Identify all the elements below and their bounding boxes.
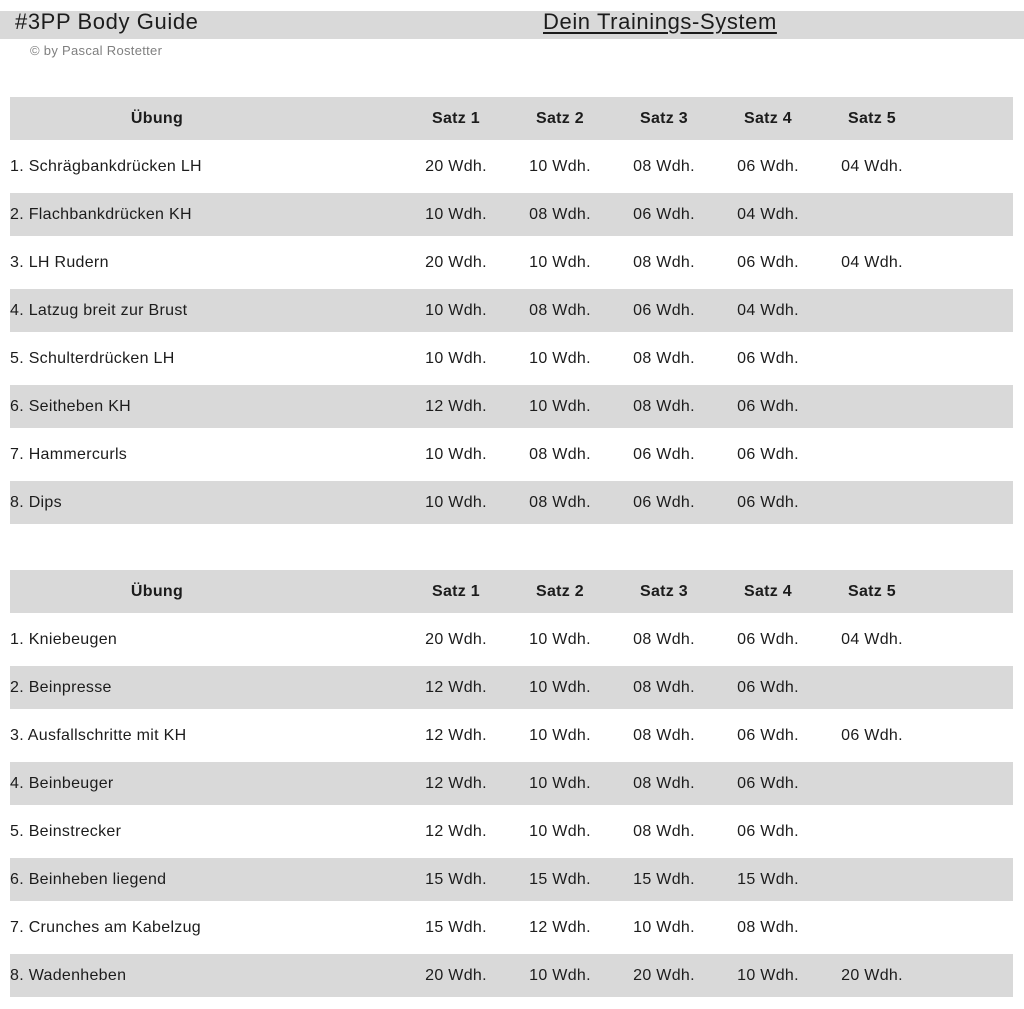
set-value-cell: 06 Wdh. (737, 493, 799, 511)
set-value-cell: 08 Wdh. (633, 397, 695, 415)
set-value-cell: 06 Wdh. (737, 726, 799, 744)
set-value-cell: 06 Wdh. (737, 349, 799, 367)
set-value-cell: 04 Wdh. (737, 301, 799, 319)
spacer-cell (924, 97, 1013, 140)
set-value-cell (820, 810, 924, 853)
set-value-cell: 20 Wdh. (425, 630, 487, 648)
set-value-cell: 08 Wdh. (633, 822, 695, 840)
set-value-cell: 10 Wdh. (425, 301, 487, 319)
set-value-cell: 08 Wdh. (633, 157, 695, 175)
table-row (10, 145, 1013, 188)
set-value-cell: 06 Wdh. (737, 774, 799, 792)
set-value-cell (820, 385, 924, 428)
table-header-row (10, 570, 1013, 613)
set-value-cell: 08 Wdh. (529, 205, 591, 223)
spacer-cell (924, 433, 1013, 476)
set-value-cell: 04 Wdh. (841, 253, 903, 271)
set-value-cell: 10 Wdh. (737, 966, 799, 984)
exercise-name-cell: 6. Beinheben liegend (10, 870, 167, 888)
set-value-cell: 12 Wdh. (425, 678, 487, 696)
spacer-cell (304, 858, 404, 901)
spacer-cell (304, 97, 404, 140)
set-value-cell: 04 Wdh. (737, 205, 799, 223)
brand-title: #3PP Body Guide (15, 9, 199, 34)
set-value-cell: 06 Wdh. (737, 253, 799, 271)
spacer-cell (924, 618, 1013, 661)
table-row (10, 241, 1013, 284)
set-value-cell: 10 Wdh. (529, 678, 591, 696)
set-value-cell: 20 Wdh. (841, 966, 903, 984)
column-header-satz-4: Satz 4 (743, 109, 793, 127)
exercise-name-cell: 7. Crunches am Kabelzug (10, 918, 202, 936)
column-header-satz-1: Satz 1 (431, 109, 481, 127)
spacer-cell (924, 954, 1013, 997)
spacer-cell (924, 193, 1013, 236)
set-value-cell: 12 Wdh. (425, 822, 487, 840)
top-band (0, 11, 1024, 39)
set-value-cell: 04 Wdh. (841, 157, 903, 175)
exercise-name-cell: 5. Beinstrecker (10, 822, 122, 840)
exercise-name-cell: 3. LH Rudern (10, 253, 109, 271)
table-row (10, 289, 1013, 332)
spacer-cell (924, 906, 1013, 949)
set-value-cell: 06 Wdh. (737, 822, 799, 840)
column-header-satz-1: Satz 1 (431, 582, 481, 600)
spacer-cell (304, 337, 404, 380)
table-row (10, 433, 1013, 476)
set-value-cell: 10 Wdh. (529, 822, 591, 840)
set-value-cell: 08 Wdh. (529, 445, 591, 463)
set-value-cell: 06 Wdh. (633, 205, 695, 223)
spacer-cell (924, 810, 1013, 853)
set-value-cell: 15 Wdh. (425, 918, 487, 936)
exercise-name-cell: 2. Beinpresse (10, 678, 112, 696)
table-row (10, 906, 1013, 949)
spacer-cell (924, 714, 1013, 757)
set-value-cell: 06 Wdh. (633, 493, 695, 511)
set-value-cell: 06 Wdh. (633, 301, 695, 319)
table-row (10, 385, 1013, 428)
lower-body-table (10, 565, 1013, 1002)
spacer-cell (304, 906, 404, 949)
set-value-cell: 10 Wdh. (633, 918, 695, 936)
set-value-cell: 08 Wdh. (633, 774, 695, 792)
exercise-name-cell: 1. Schrägbankdrücken LH (10, 157, 202, 175)
exercise-name-cell: 1. Kniebeugen (10, 630, 118, 648)
set-value-cell: 08 Wdh. (633, 253, 695, 271)
upper-body-table (10, 92, 1013, 529)
set-value-cell: 20 Wdh. (425, 253, 487, 271)
spacer-cell (304, 810, 404, 853)
exercise-name-cell: 4. Latzug breit zur Brust (10, 301, 188, 319)
copyright: © by Pascal Rostetter (30, 43, 163, 58)
set-value-cell: 06 Wdh. (633, 445, 695, 463)
spacer-cell (304, 481, 404, 524)
table-row (10, 193, 1013, 236)
set-value-cell: 10 Wdh. (529, 157, 591, 175)
set-value-cell: 15 Wdh. (633, 870, 695, 888)
set-value-cell: 10 Wdh. (529, 774, 591, 792)
set-value-cell: 15 Wdh. (737, 870, 799, 888)
set-value-cell: 10 Wdh. (425, 349, 487, 367)
set-value-cell: 10 Wdh. (425, 205, 487, 223)
exercise-name-cell: 7. Hammercurls (10, 445, 128, 463)
doc-title: Dein Trainings-System (543, 9, 777, 34)
set-value-cell: 08 Wdh. (737, 918, 799, 936)
set-value-cell: 20 Wdh. (425, 157, 487, 175)
spacer-cell (924, 337, 1013, 380)
spacer-cell (924, 289, 1013, 332)
set-value-cell (820, 858, 924, 901)
spacer-cell (924, 762, 1013, 805)
set-value-cell: 10 Wdh. (425, 493, 487, 511)
column-header-satz-3: Satz 3 (639, 109, 689, 127)
column-header-satz-5: Satz 5 (847, 109, 897, 127)
exercise-name-cell: 8. Dips (10, 493, 62, 511)
spacer-cell (304, 193, 404, 236)
spacer-cell (924, 385, 1013, 428)
set-value-cell (820, 762, 924, 805)
set-value-cell: 20 Wdh. (633, 966, 695, 984)
set-value-cell (820, 481, 924, 524)
set-value-cell: 06 Wdh. (737, 445, 799, 463)
table-row (10, 762, 1013, 805)
spacer-cell (304, 289, 404, 332)
exercise-name-cell: 5. Schulterdrücken LH (10, 349, 175, 367)
set-value-cell: 20 Wdh. (425, 966, 487, 984)
set-value-cell: 08 Wdh. (529, 301, 591, 319)
spacer-cell (304, 385, 404, 428)
set-value-cell: 08 Wdh. (633, 349, 695, 367)
spacer-cell (924, 858, 1013, 901)
set-value-cell: 08 Wdh. (529, 493, 591, 511)
set-value-cell (820, 906, 924, 949)
exercise-name-cell: 6. Seitheben KH (10, 397, 132, 415)
spacer-cell (304, 145, 404, 188)
table-row (10, 481, 1013, 524)
set-value-cell: 06 Wdh. (737, 630, 799, 648)
set-value-cell: 10 Wdh. (529, 253, 591, 271)
table-row (10, 714, 1013, 757)
exercise-name-cell: 4. Beinbeuger (10, 774, 114, 792)
set-value-cell: 10 Wdh. (425, 445, 487, 463)
set-value-cell (820, 433, 924, 476)
set-value-cell (820, 289, 924, 332)
spacer-cell (304, 762, 404, 805)
set-value-cell: 06 Wdh. (737, 678, 799, 696)
set-value-cell: 15 Wdh. (529, 870, 591, 888)
spacer-cell (304, 433, 404, 476)
exercise-name-cell: 2. Flachbankdrücken KH (10, 205, 192, 223)
column-header-satz-4: Satz 4 (743, 582, 793, 600)
set-value-cell: 10 Wdh. (529, 349, 591, 367)
set-value-cell: 04 Wdh. (841, 630, 903, 648)
set-value-cell: 12 Wdh. (529, 918, 591, 936)
set-value-cell (820, 337, 924, 380)
spacer-cell (304, 714, 404, 757)
column-header-uebung: Übung (130, 582, 184, 600)
spacer-cell (304, 570, 404, 613)
set-value-cell: 15 Wdh. (425, 870, 487, 888)
column-header-satz-2: Satz 2 (535, 109, 585, 127)
spacer-cell (924, 666, 1013, 709)
table-row (10, 858, 1013, 901)
table-row (10, 618, 1013, 661)
spacer-cell (304, 618, 404, 661)
spacer-cell (924, 145, 1013, 188)
column-header-uebung: Übung (130, 109, 184, 127)
spacer-cell (924, 570, 1013, 613)
table-header-row (10, 97, 1013, 140)
exercise-name-cell: 8. Wadenheben (10, 966, 127, 984)
set-value-cell: 06 Wdh. (841, 726, 903, 744)
spacer-cell (924, 481, 1013, 524)
set-value-cell: 10 Wdh. (529, 630, 591, 648)
set-value-cell (820, 666, 924, 709)
column-header-satz-5: Satz 5 (847, 582, 897, 600)
table-row (10, 954, 1013, 997)
spacer-cell (304, 241, 404, 284)
set-value-cell: 10 Wdh. (529, 726, 591, 744)
exercise-name-cell: 3. Ausfallschritte mit KH (10, 726, 187, 744)
set-value-cell: 10 Wdh. (529, 966, 591, 984)
column-header-satz-3: Satz 3 (639, 582, 689, 600)
set-value-cell: 12 Wdh. (425, 774, 487, 792)
spacer-cell (304, 666, 404, 709)
set-value-cell: 12 Wdh. (425, 726, 487, 744)
set-value-cell: 06 Wdh. (737, 157, 799, 175)
set-value-cell: 08 Wdh. (633, 726, 695, 744)
set-value-cell: 10 Wdh. (529, 397, 591, 415)
table-row (10, 337, 1013, 380)
set-value-cell: 06 Wdh. (737, 397, 799, 415)
set-value-cell: 08 Wdh. (633, 678, 695, 696)
spacer-cell (924, 241, 1013, 284)
column-header-satz-2: Satz 2 (535, 582, 585, 600)
set-value-cell (820, 193, 924, 236)
table-row (10, 810, 1013, 853)
table-row (10, 666, 1013, 709)
set-value-cell: 12 Wdh. (425, 397, 487, 415)
spacer-cell (304, 954, 404, 997)
set-value-cell: 08 Wdh. (633, 630, 695, 648)
